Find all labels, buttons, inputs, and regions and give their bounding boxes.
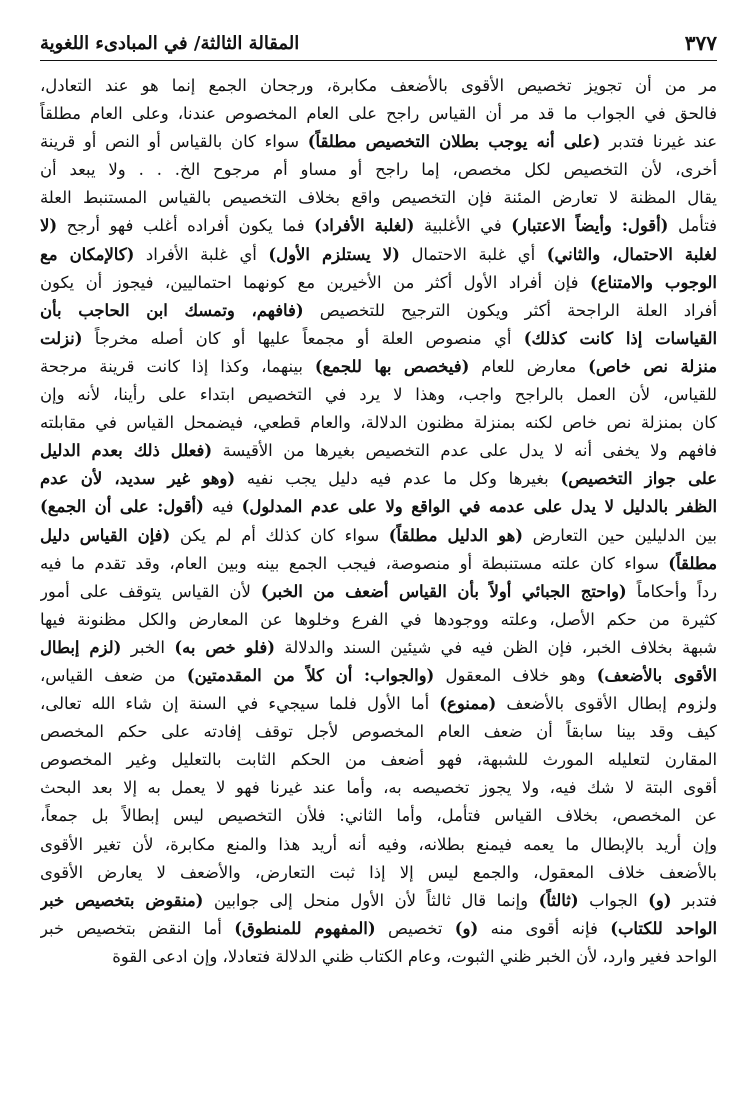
text-line [40,634,717,662]
text-line [40,72,717,100]
text-line [40,437,717,465]
text-line [40,690,717,718]
text-segment: لأن القياس يتوقف على أمور [40,581,261,601]
bold-text-segment: القياسات إذا كانت كذلك) [523,328,717,348]
bold-text-segment: على جواز التخصيص) [560,469,717,489]
text-segment: الجواب [578,890,649,910]
text-segment: فتدبر [671,890,717,910]
text-segment: في الأغلبية [414,216,512,236]
bold-text-segment: (أقول: على أن الجمع) [40,497,204,517]
bold-text-segment: (فلو خص به) [174,637,275,657]
text-segment: فافهم ولا يخفى أنه لا يدل على عدم التخصيص بغيرها من الأقيسة [212,441,717,461]
text-segment: الواحد فغير وارد، لأن الخبر ظني الثبوت، وعام الكتاب ظني الدلالة فتعادلا، وإن ادعى القوة [112,946,717,966]
body-text [40,72,717,1080]
bold-text-segment: (لغلبة الأفراد) [314,216,415,236]
text-line [40,859,717,887]
text-line [40,465,717,493]
text-segment: يقال المظنة لا تعارض المئنة فإن التخصيص واقع بخلاف التخصيص بالقياس المستنبط العلة [40,188,717,208]
bold-text-segment: الظفر بالدليل لا يدل على عدمه في الواقع ولا على عدم المدلول) [241,497,717,517]
bold-text-segment: (على أنه يوجب بطلان التخصيص مطلقاً) [307,132,601,152]
text-segment: تخصيص [375,918,455,938]
text-line [40,943,717,971]
text-segment: فإن أفراد الأول أكثر من الأخيرين مع كونهما احتماليين، فيجوز أن يكون [40,272,590,292]
text-segment: سواء كان علته مستنبطة أو منصوصة، فيجب الجمع بينه وبين العام، وقد تقدم ما فيه [40,553,669,573]
text-segment: معارض للعام [469,356,589,376]
text-segment: أي منصوص العلة أو مجمعاً عليها أو كان أصله مخرجاً [82,328,524,348]
text-line [40,802,717,830]
text-segment: أفراد العلة الراجحة أكثر ويكون الترجيح للتخصيص [303,300,717,320]
bold-text-segment: (لزم إبطال [40,637,122,657]
bold-text-segment: (ثالثاً) [538,890,579,910]
text-segment: بغيرها وكل ما عدم فيه دليل يجب نفيه [235,469,561,489]
text-segment: سواء كان بالقياس أو النص أو قرينة [40,132,308,152]
text-line [40,353,717,381]
text-segment: أي غلبة الأفراد [134,244,269,264]
text-segment: المقارن لتعليله المورث للشبهة، فهو أضعف من الحكم الثابت بالتعليل وغير المخصوص [40,750,717,770]
text-segment: الخبر [121,637,175,657]
bold-text-segment: (و) [648,890,672,910]
text-segment: بينهما، وكذا إذا كانت قرينة مرجحة [40,356,315,376]
bold-text-segment: (هو الدليل مطلقاً) [388,525,523,545]
text-segment: من ضعف القياس، [40,665,187,685]
text-line [40,718,717,746]
text-segment: وهو خلاف المعقول [434,665,597,685]
bold-text-segment: (وهو غير سديد، لأن عدم [40,469,236,489]
text-line [40,156,717,184]
text-segment: للقياس، لأن العمل بالراجح واجب، وهذا لا يرد في التخصيص ابتداء على رأينا، لأنه وإن [40,385,717,405]
text-line [40,887,717,915]
text-segment: أي غلبة الاحتمال [399,244,547,264]
text-line [40,269,717,297]
running-title: المقالة الثالثة/ في المبادىء اللغوية [40,32,300,54]
text-segment: فإنه أقوى منه [478,918,611,938]
page-number: ٣٧٧ [684,31,717,55]
bold-text-segment: (فعلل ذلك بعدم الدليل [40,441,213,461]
bold-text-segment: لغلبة الاحتمال، والثاني) [546,244,717,264]
text-segment: عند غيرنا فتدبر [600,132,717,152]
bold-text-segment: (واحتج الجبائي أولاً بأن القياس أضعف من الخبر) [260,581,627,601]
bold-text-segment: الأقوى بالأضعف) [596,665,717,685]
text-line [40,212,717,240]
text-segment: فما يكون أفراده أغلب فهو أرجح [57,216,315,236]
bold-text-segment: (كالإمكان مع [40,244,135,264]
text-line [40,915,717,943]
bold-text-segment: (نزلت [40,328,83,348]
text-line [40,606,717,634]
bold-text-segment: (أقول: وأيضاً الاعتبار) [511,216,669,236]
text-segment: كان بمنزلة نص خاص لكنه بمنزلة مظنون الدلالة، والعام قطعي، فيضمحل القياس في مقابلته [40,413,717,433]
bold-text-segment: منزلة نص خاص) [588,356,717,376]
text-line [40,409,717,437]
text-line [40,493,717,521]
bold-text-segment: (لا [40,216,58,236]
text-line [40,578,717,606]
text-line [40,100,717,128]
text-segment: أخرى، لأن التخصيص لكل مخصص، إما راجح أو مساو أم مرجوح الخ. . . ولا يبعد أن [40,160,717,180]
text-line [40,297,717,325]
bold-text-segment: (و) [454,918,479,938]
bold-text-segment: (ممنوع) [439,694,497,714]
text-segment: وإنما قال ثالثاً لأن الأول منحل إلى جوابين [203,890,539,910]
bold-text-segment: (المفهوم للمنطوق) [234,918,376,938]
bold-text-segment: الوجوب والامتناع) [589,272,717,292]
text-line [40,550,717,578]
text-line [40,831,717,859]
text-segment: رداً وأحكاماً [626,581,717,601]
bold-text-segment: (فإن القياس دليل [40,525,171,545]
text-line [40,522,717,550]
text-segment: أما الأول فلما سيجيء في السنة إن شاء الله تعالى، [40,694,440,714]
text-line [40,184,717,212]
text-segment: مر من أن تجويز تخصيص الأقوى بالأضعف مكابرة، ورجحان الجمع إنما هو عند التعادل، [40,76,717,95]
bold-text-segment: (لا يستلزم الأول) [268,244,400,264]
text-segment: ولزوم إبطال الأقوى بالأضعف [496,694,717,714]
bold-text-segment: مطلقاً) [668,553,717,573]
text-line [40,774,717,802]
text-segment: فتأمل [668,216,717,236]
text-segment: فيه [203,497,242,517]
text-segment: بين الدليلين حين التعارض [522,525,717,545]
text-line [40,241,717,269]
text-line [40,381,717,409]
text-line [40,662,717,690]
text-line [40,325,717,353]
bold-text-segment: (فيخصص بها للجمع) [314,356,470,376]
text-segment: عن المخصص، بخلاف القياس فتأمل، وأما الثاني: فلأن التخصيص ليس إبطالاً بل جمعاً، [40,806,717,826]
bold-text-segment: (والجواب: أن كلاً من المقدمتين) [186,665,435,685]
text-line [40,746,717,774]
bold-text-segment: (فافهم، وتمسك ابن الحاجب بأن [40,300,304,320]
text-line [40,128,717,156]
bold-text-segment: الواحد للكتاب) [610,918,717,938]
text-segment: شبهة بخلاف الخبر، فإن الظن فيه في شيئين السند والدلالة [274,637,717,657]
bold-text-segment: (منقوض بتخصيص خبر [40,890,204,910]
text-segment: وإن أريد بالإبطال ما يعمه فيمنع بطلانه، وفيه أنه أريد هذا والمنع مكابرة، لأن تغير الأقوى [40,834,717,854]
page-header [40,28,717,58]
text-segment: بالأضعف خلاف المعقول، والجمع ليس إلا إذا ثبت التعارض، والأضعف لا يعارض الأقوى [40,862,717,882]
text-segment: أقوى البتة لا شك فيه، ولا يجوز تخصيصه به، وأما عند غيرنا فهو لا يعمل به إلا بعد البحث [40,778,717,798]
text-segment: كثيرة من حكم الأصل، وعلته ووجودها في الفرع وخلوها عن المعارض والكل مظنونة فيها [40,609,717,629]
text-segment: كيف وقد بينا سابقاً أن ضعف العام المخصوص لأجل توقف إفادته على حكم المخصص [40,722,717,742]
header-rule [40,60,717,61]
text-segment: سواء كان كذلك أم لم يكن [170,525,389,545]
text-segment: فالحق في الجواب ما قد مر أن القياس راجح على العام المخصوص عندنا، وعلى العام مطلقاً [40,104,717,124]
text-segment: أما النقض بتخصيص خبر [40,918,235,938]
